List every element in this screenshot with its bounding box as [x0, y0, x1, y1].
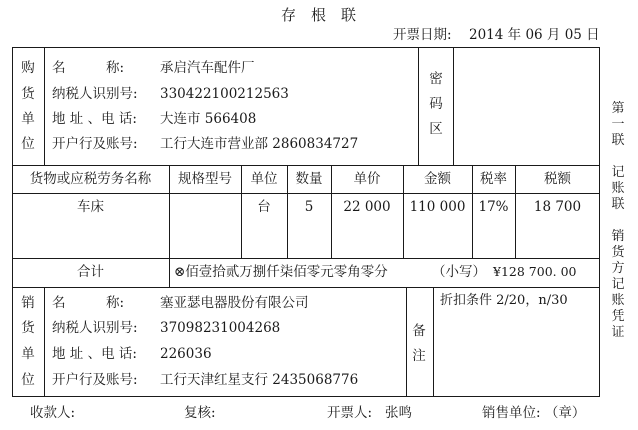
- seller-name-label: 名 称:: [52, 295, 125, 311]
- seller-stamp-label: 销售单位: （章）: [482, 405, 586, 421]
- invoice-title: 存 根 联: [281, 6, 357, 24]
- password-area-char: 区: [429, 121, 443, 137]
- seller-address-label: 地 址 、电 话:: [52, 346, 137, 362]
- header-bottom-line: [12, 193, 600, 194]
- buyer-bank-value: 工行大连市营业部 2860834727: [160, 136, 359, 152]
- remarks-text: 折扣条件 2/20，n/30: [440, 293, 568, 308]
- remarks-left-divider: [406, 287, 407, 397]
- header-goods-name: 货物或应税劳务名称: [29, 171, 152, 187]
- total-amount-value: ¥128 700. 00: [493, 264, 577, 279]
- seller-address-value: 226036: [160, 346, 212, 362]
- seller-label-char: 销: [21, 295, 35, 311]
- seller-label-char: 单: [21, 346, 35, 362]
- side-note-char: 凭: [611, 309, 625, 324]
- header-unit-price: 单价: [353, 171, 381, 187]
- reviewer-label: 复核:: [184, 405, 216, 421]
- total-divider: [169, 258, 170, 287]
- password-area-char: 密: [429, 71, 443, 87]
- buyer-name-label: 名 称:: [52, 60, 125, 76]
- buyer-address-label: 地 址 、电 话:: [52, 111, 137, 127]
- header-quantity: 数量: [295, 171, 323, 187]
- cell-quantity: 5: [304, 199, 314, 215]
- seller-bank-label: 开户行及账号:: [52, 372, 138, 388]
- seller-label-char: 货: [21, 320, 35, 336]
- total-bottom-line: [12, 287, 600, 288]
- side-note-char: 联: [611, 197, 625, 212]
- password-right-divider: [453, 47, 454, 165]
- total-label: 合计: [77, 264, 104, 280]
- items-bottom-line: [12, 258, 600, 259]
- side-note-char: 联: [611, 133, 625, 148]
- remarks-label-char: 备: [412, 323, 426, 339]
- total-amount-words: ⊗佰壹拾贰万捌仟柒佰零元零角零分: [174, 264, 388, 280]
- side-note-char: 第: [611, 101, 625, 116]
- cell-tax-amount: 18 700: [533, 199, 582, 215]
- seller-label-divider: [44, 287, 45, 397]
- payee-label: 收款人:: [30, 405, 76, 421]
- cell-goods-name: 车床: [77, 199, 104, 215]
- side-note-char: 证: [611, 325, 625, 340]
- side-note-char: 方: [611, 261, 625, 276]
- side-note-char: 记: [611, 165, 625, 180]
- header-spec: 规格型号: [178, 171, 232, 187]
- seller-tax-id-value: 37098231004268: [160, 320, 281, 336]
- drawer-value: 张鸣: [385, 405, 412, 421]
- buyer-name-value: 承启汽车配件厂: [160, 60, 255, 76]
- buyer-label-divider: [44, 47, 45, 165]
- cell-amount: 110 000: [409, 199, 466, 215]
- side-note-char: 销: [611, 229, 625, 244]
- buyer-label-char: 单: [21, 111, 35, 127]
- buyer-label-char: 位: [21, 136, 35, 152]
- password-left-divider: [418, 47, 419, 165]
- total-lowercase-label: （小写）: [432, 264, 486, 280]
- buyer-address-value: 大连市 566408: [160, 111, 257, 127]
- header-unit: 单位: [250, 171, 278, 187]
- buyer-label-char: 货: [21, 86, 35, 102]
- remarks-right-divider: [433, 287, 434, 397]
- remarks-label-char: 注: [412, 348, 426, 364]
- cell-unit: 台: [257, 199, 271, 215]
- buyer-bank-label: 开户行及账号:: [52, 136, 138, 152]
- header-tax-rate: 税率: [480, 171, 507, 187]
- side-note-char: 账: [611, 181, 625, 196]
- drawer-label: 开票人:: [327, 405, 373, 421]
- seller-name-value: 塞亚瑟电器股份有限公司: [160, 295, 309, 311]
- side-note-char: 记: [611, 277, 625, 292]
- password-area-char: 码: [429, 96, 443, 112]
- header-tax-amount: 税额: [544, 171, 571, 187]
- header-amount: 金额: [424, 171, 451, 187]
- side-note-char: 一: [611, 117, 625, 132]
- side-note-char: 账: [611, 293, 625, 308]
- issue-date-label: 开票日期:: [393, 27, 452, 43]
- issue-date-value: 2014 年 06 月 05 日: [469, 27, 600, 43]
- seller-tax-id-label: 纳税人识别号:: [52, 320, 138, 336]
- side-note-char: 货: [611, 245, 625, 260]
- cell-unit-price: 22 000: [343, 199, 391, 215]
- seller-label-char: 位: [21, 372, 35, 388]
- buyer-tax-id-label: 纳税人识别号:: [52, 86, 138, 102]
- cell-tax-rate: 17%: [478, 199, 509, 215]
- buyer-label-char: 购: [21, 60, 35, 76]
- buyer-tax-id-value: 330422100212563: [160, 86, 289, 102]
- seller-bank-value: 工行天津红星支行 2435068776: [160, 372, 359, 388]
- buyer-bottom-line: [12, 165, 600, 166]
